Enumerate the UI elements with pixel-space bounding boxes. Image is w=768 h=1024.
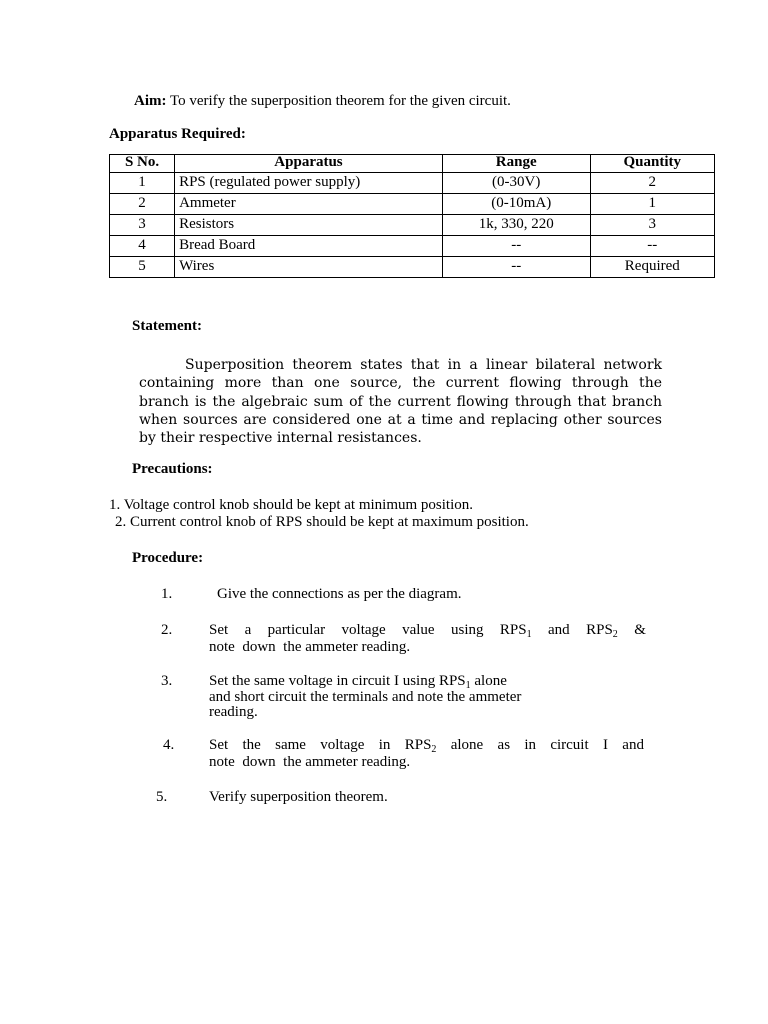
- cell-quantity: Required: [590, 257, 714, 278]
- apparatus-table: [109, 154, 715, 278]
- statement-heading: Statement:: [132, 318, 202, 334]
- step-text: Set a particular voltage value using $RPS_1$ and $RPS_2$ &: [209, 622, 646, 640]
- precaution-item: 2. Current control knob of RPS should be kept at maximum position.: [115, 514, 529, 530]
- table-row: [110, 215, 715, 236]
- cell-apparatus: Bread Board: [175, 236, 443, 257]
- cell-range: (0-10mA): [442, 194, 590, 215]
- step-text: and short circuit the terminals and note the ammeter: [209, 689, 522, 705]
- step-text: note down the ammeter reading.: [209, 639, 411, 655]
- cell-sno: 4: [110, 236, 175, 257]
- header-range: Range: [442, 155, 590, 173]
- table-row: [110, 257, 715, 278]
- cell-range: (0-30V): [442, 173, 590, 194]
- cell-quantity: 2: [590, 173, 714, 194]
- table-row: [110, 236, 715, 257]
- step-number: 5.: [156, 789, 168, 805]
- step-text: note down the ammeter reading.: [209, 754, 411, 770]
- header-apparatus: Apparatus: [175, 155, 443, 173]
- cell-apparatus: Wires: [175, 257, 443, 278]
- step-number: 3.: [161, 673, 173, 689]
- header-sno: S No.: [110, 155, 175, 173]
- aim-line: [134, 93, 511, 110]
- precautions-heading: Precautions:: [132, 461, 213, 477]
- table-row: [110, 173, 715, 194]
- apparatus-heading: Apparatus Required:: [109, 126, 246, 142]
- cell-apparatus: RPS (regulated power supply): [175, 173, 443, 194]
- cell-apparatus: Resistors: [175, 215, 443, 236]
- cell-quantity: 1: [590, 194, 714, 215]
- step-text: Set the same voltage in circuit I using $RPS_1$ alone: [209, 673, 507, 691]
- cell-range: --: [442, 236, 590, 257]
- step-number: 1.: [161, 586, 173, 602]
- cell-sno: 2: [110, 194, 175, 215]
- step-text: reading.: [209, 704, 258, 720]
- aim-text: To verify the superposition theorem for the given circuit.: [169, 93, 511, 109]
- precaution-item: 1. Voltage control knob should be kept at minimum position.: [109, 497, 474, 513]
- table-row: [110, 194, 715, 215]
- step-text: Verify superposition theorem.: [209, 789, 388, 805]
- cell-quantity: 3: [590, 215, 714, 236]
- cell-range: --: [442, 257, 590, 278]
- table-header-row: [110, 155, 715, 173]
- header-quantity: Quantity: [590, 155, 714, 173]
- cell-sno: 5: [110, 257, 175, 278]
- cell-sno: 1: [110, 173, 175, 194]
- cell-sno: 3: [110, 215, 175, 236]
- procedure-heading: Procedure:: [132, 550, 204, 566]
- statement-text: Superposition theorem states that in a linear bilateral network containing more than one source, the current flowing through the branch is the algebraic sum of the current flowing through that branch when sources are considered one at a time and replacing other sources by their respective internal resistances.: [139, 357, 662, 447]
- cell-quantity: --: [590, 236, 714, 257]
- step-number: 2.: [161, 622, 173, 638]
- cell-range: 1k, 330, 220: [442, 215, 590, 236]
- cell-apparatus: Ammeter: [175, 194, 443, 215]
- aim-label: Aim:: [134, 93, 167, 109]
- step-text: Give the connections as per the diagram.: [217, 586, 462, 602]
- step-number: 4.: [163, 737, 175, 753]
- step-text: Set the same voltage in $RPS_2$ alone as in circuit I and: [209, 737, 644, 755]
